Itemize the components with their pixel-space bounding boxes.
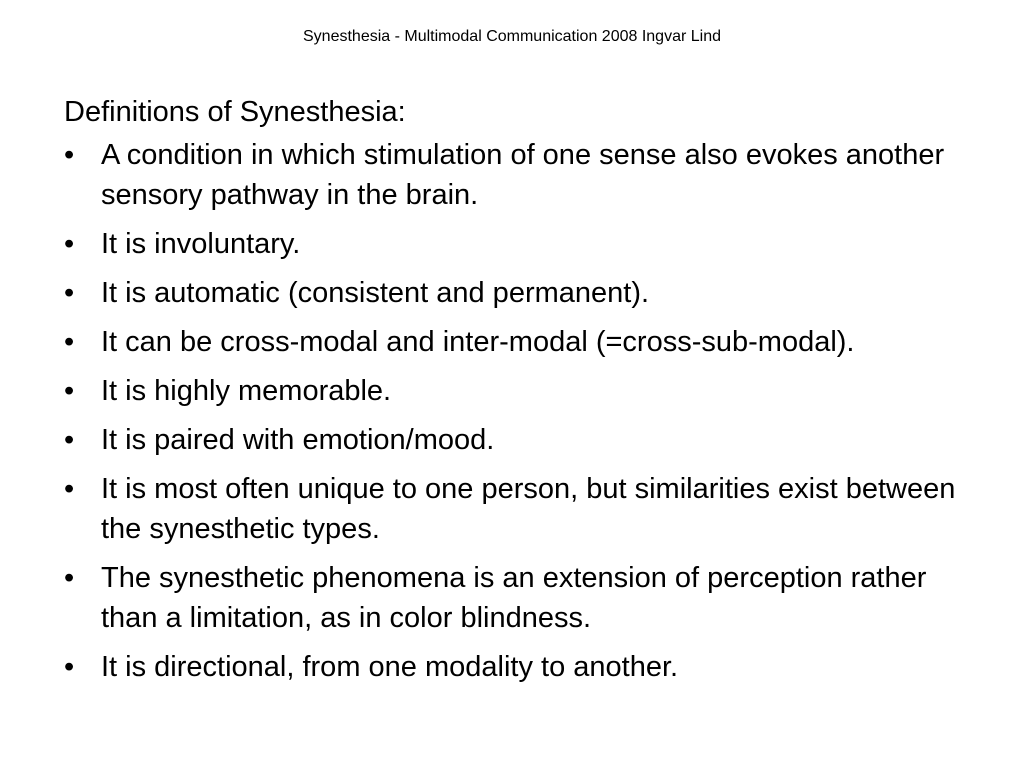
bullet-icon: • <box>64 562 75 594</box>
section-heading: Definitions of Synesthesia: <box>64 96 406 128</box>
bullet-text: It is directional, from one modality to another. <box>101 651 679 683</box>
bullet-icon: • <box>64 228 75 260</box>
bullet-text: It is involuntary. <box>101 228 301 260</box>
bullet-text: A condition in which stimulation of one sense also evokes another sensory pathway in the brain. <box>101 139 945 211</box>
bullet-item <box>64 224 964 264</box>
bullet-item <box>64 420 964 460</box>
slide-header-title: Synesthesia - Multimodal Communication 2008 Ingvar Lind <box>303 28 721 45</box>
bullet-text: It can be cross-modal and inter-modal (=cross-sub-modal). <box>101 326 855 358</box>
bullet-list <box>64 135 964 687</box>
bullet-item <box>64 558 964 638</box>
bullet-text: It is paired with emotion/mood. <box>101 424 495 456</box>
bullet-text: It is highly memorable. <box>101 375 392 407</box>
bullet-icon: • <box>64 424 75 456</box>
bullet-item <box>64 371 964 411</box>
bullet-item <box>64 273 964 313</box>
bullet-item <box>64 322 964 362</box>
bullet-text: The synesthetic phenomena is an extension of perception rather than a limitation, as in color blindness. <box>101 562 927 634</box>
bullet-icon: • <box>64 473 75 505</box>
bullet-icon: • <box>64 326 75 358</box>
bullet-item <box>64 135 964 215</box>
bullet-icon: • <box>64 139 75 171</box>
slide-content <box>64 93 964 696</box>
bullet-icon: • <box>64 375 75 407</box>
bullet-icon: • <box>64 651 75 683</box>
bullet-item <box>64 647 964 687</box>
bullet-icon: • <box>64 277 75 309</box>
bullet-text: It is most often unique to one person, but similarities exist between the synesthetic types. <box>101 473 956 545</box>
bullet-item <box>64 469 964 549</box>
bullet-text: It is automatic (consistent and permanent). <box>101 277 650 309</box>
